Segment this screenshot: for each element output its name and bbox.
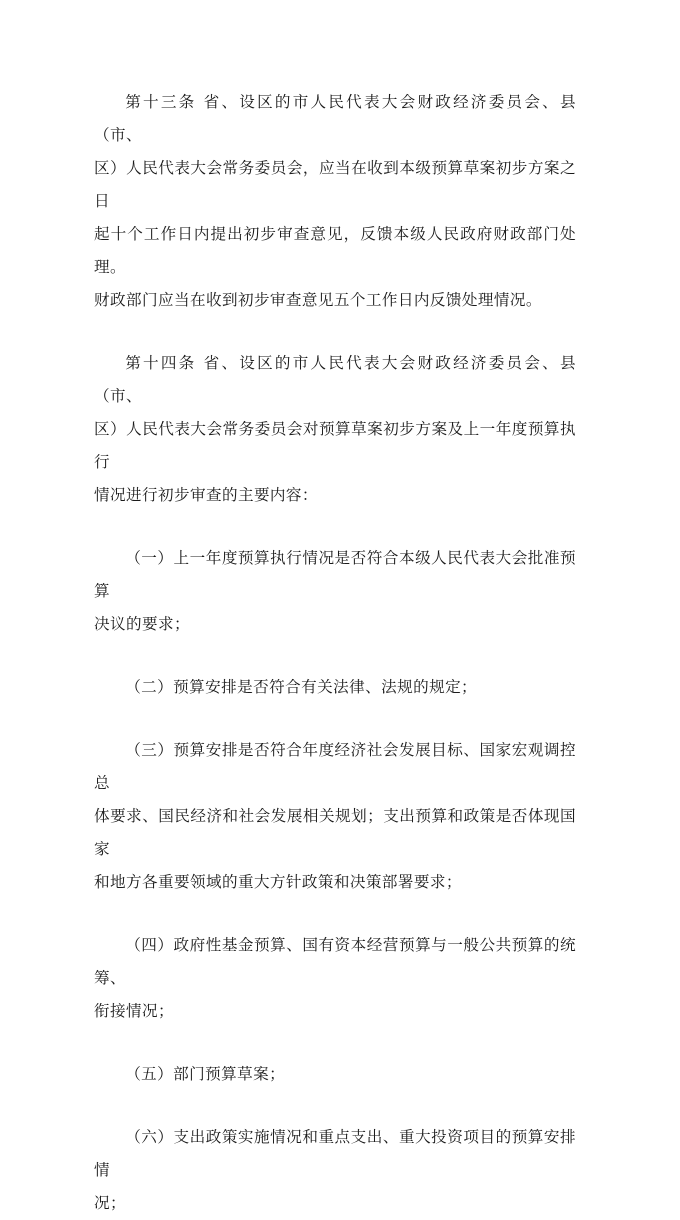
text-line: 情况进行初步审查的主要内容： bbox=[94, 486, 318, 504]
text-line: （五）部门预算草案； bbox=[125, 1065, 286, 1083]
item-4-paragraph bbox=[94, 929, 576, 1028]
item-6-paragraph bbox=[94, 1121, 576, 1220]
text-line: 况； bbox=[94, 1194, 126, 1212]
text-line: 区）人民代表大会常务委员会，应当在收到本级预算草案初步方案之日 bbox=[94, 159, 576, 210]
text-line: 财政部门应当在收到初步审查意见五个工作日内反馈处理情况。 bbox=[94, 291, 542, 309]
text-line: 决议的要求； bbox=[94, 615, 190, 633]
text-line: 衔接情况； bbox=[94, 1002, 174, 1020]
article-13-paragraph bbox=[94, 86, 576, 317]
text-line: 区）人民代表大会常务委员会对预算草案初步方案及上一年度预算执行 bbox=[94, 420, 576, 471]
item-2-paragraph bbox=[94, 671, 576, 704]
item-3-paragraph bbox=[94, 734, 576, 899]
text-line: （六）支出政策实施情况和重点支出、重大投资项目的预算安排情 bbox=[94, 1128, 576, 1179]
text-line: （二）预算安排是否符合有关法律、法规的规定； bbox=[125, 678, 478, 696]
item-1-paragraph bbox=[94, 542, 576, 641]
text-line: 体要求、国民经济和社会发展相关规划；支出预算和政策是否体现国家 bbox=[94, 807, 576, 858]
text-line: 和地方各重要领域的重大方针政策和决策部署要求； bbox=[94, 873, 462, 891]
text-line: （四）政府性基金预算、国有资本经营预算与一般公共预算的统筹、 bbox=[94, 936, 576, 987]
item-5-paragraph bbox=[94, 1058, 576, 1091]
article-14-paragraph bbox=[94, 347, 576, 512]
text-line: （一）上一年度预算执行情况是否符合本级人民代表大会批准预算 bbox=[94, 549, 576, 600]
text-line: 起十个工作日内提出初步审查意见，反馈本级人民政府财政部门处理。 bbox=[94, 225, 576, 276]
text-line: （三）预算安排是否符合年度经济社会发展目标、国家宏观调控总 bbox=[94, 741, 576, 792]
text-line: 第十四条 省、设区的市人民代表大会财政经济委员会、县（市、 bbox=[94, 354, 576, 405]
text-line: 第十三条 省、设区的市人民代表大会财政经济委员会、县（市、 bbox=[94, 93, 576, 144]
